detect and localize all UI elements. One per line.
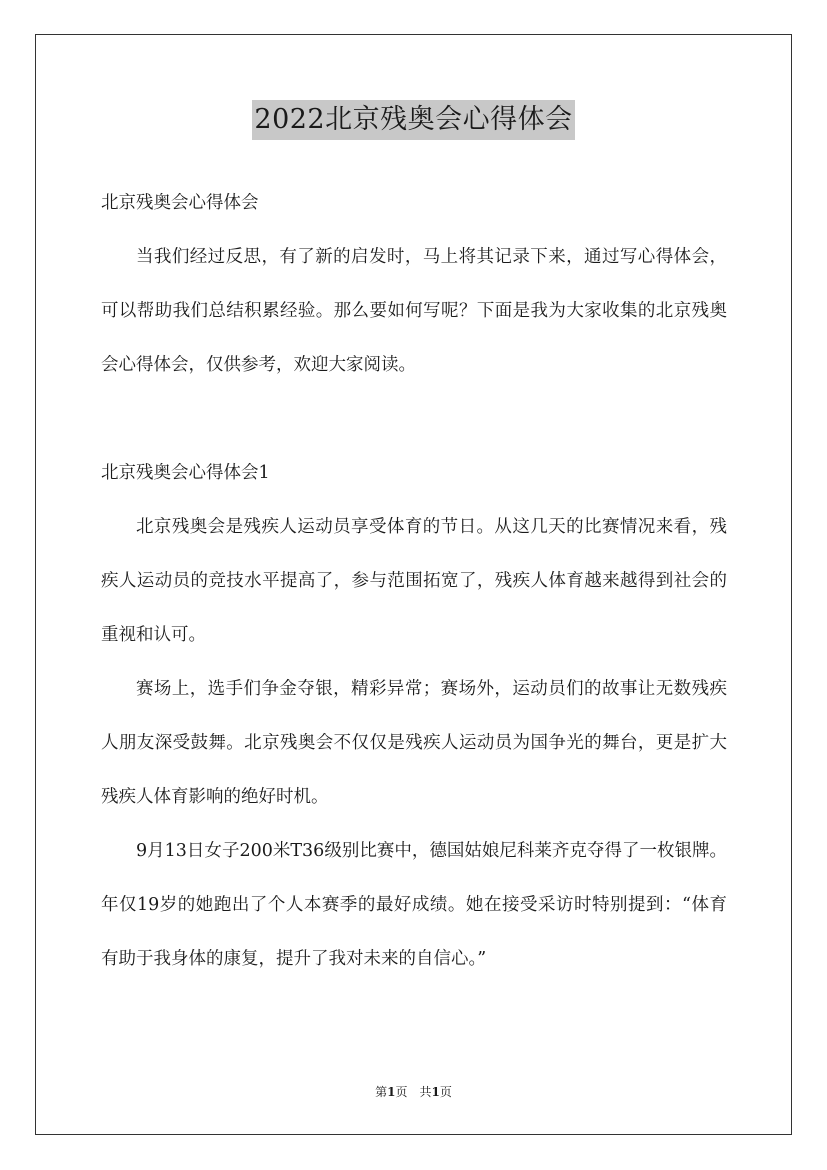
document-body (101, 176, 727, 986)
section-gap (101, 392, 727, 446)
page-footer (0, 1084, 827, 1100)
footer-page-mid: 页 共 (395, 1085, 432, 1099)
section-heading: 北京残奥会心得体会1 (101, 463, 270, 483)
intro-paragraph: 当我们经过反思，有了新的启发时，马上将其记录下来，通过写心得体会，可以帮助我们总结积累经验。那么要如何写呢？下面是我为大家收集的北京残奥会心得体会，仅供参考，欢迎大家阅读。 (101, 247, 727, 375)
intro-heading: 北京残奥会心得体会 (101, 193, 259, 213)
footer-page-prefix: 第 (375, 1085, 388, 1099)
body-paragraph-3: 9月13日女子200米T36级别比赛中，德国姑娘尼科莱齐克夺得了一枚银牌。年仅19岁的她跑出了个人本赛季的最好成绩。她在接受采访时特别提到：“体育有助于我身体的康复，提升了我对未来的自信心。” (101, 841, 727, 969)
title-container (0, 100, 827, 140)
footer-page-total: 1 (431, 1085, 440, 1099)
footer-page-current: 1 (387, 1085, 396, 1099)
body-paragraph-1: 北京残奥会是残疾人运动员享受体育的节日。从这几天的比赛情况来看，残疾人运动员的竞技水平提高了，参与范围拓宽了，残疾人体育越来越得到社会的重视和认可。 (101, 517, 727, 645)
footer-page-suffix: 页 (439, 1085, 452, 1099)
document-title: 2022北京残奥会心得体会 (252, 100, 574, 140)
body-paragraph-2: 赛场上，选手们争金夺银，精彩异常；赛场外，运动员们的故事让无数残疾人朋友深受鼓舞。北京残奥会不仅仅是残疾人运动员为国争光的舞台，更是扩大残疾人体育影响的绝好时机。 (101, 679, 727, 807)
